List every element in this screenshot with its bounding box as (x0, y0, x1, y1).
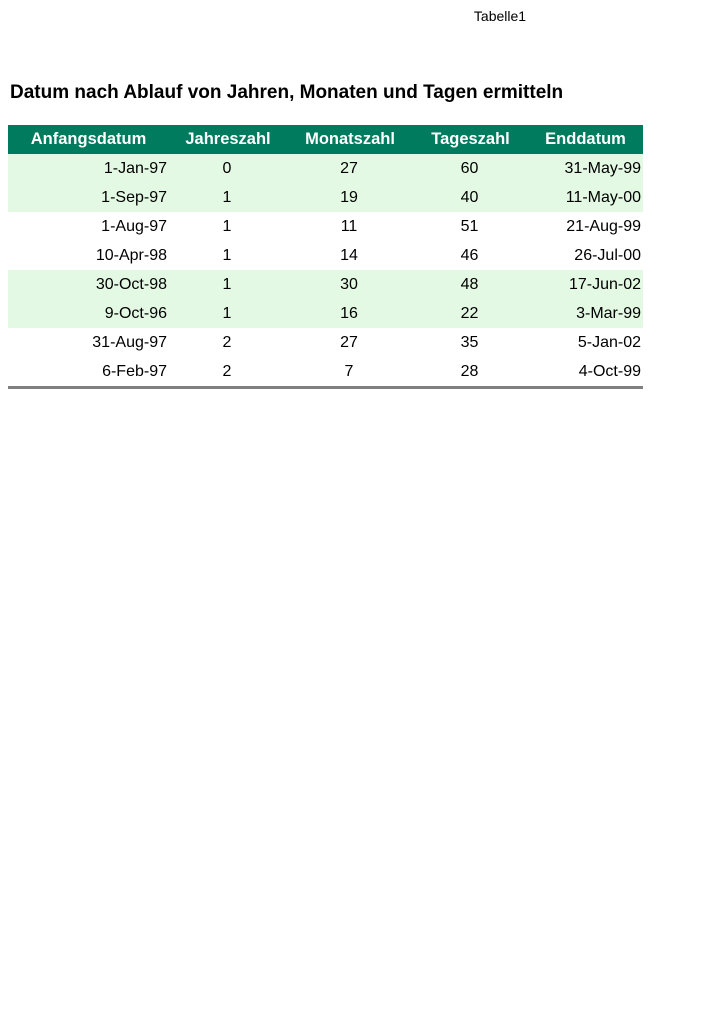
column-header-start-date: Anfangsdatum (8, 125, 169, 154)
months-cell: 30 (287, 270, 413, 299)
days-cell: 35 (460, 333, 479, 351)
sheet-name-header: Tabelle1 (473, 8, 527, 24)
years-cell: 1 (169, 183, 287, 212)
table-row (8, 270, 643, 299)
end-date-cell: 31-May-99 (528, 154, 643, 183)
years-cell: 1 (169, 270, 287, 299)
start-date-cell: 1-Jan-97 (8, 154, 169, 183)
start-date-cell: 10-Apr-98 (95, 246, 167, 264)
months-cell: 27 (340, 333, 358, 351)
start-date-cell: 1-Sep-97 (8, 183, 169, 212)
start-date-cell: 30-Oct-98 (8, 270, 169, 299)
months-cell: 19 (287, 183, 413, 212)
table-row (8, 183, 643, 212)
years-cell: 1 (222, 246, 232, 264)
end-date-cell: 3-Mar-99 (528, 299, 643, 328)
table-row (8, 241, 643, 270)
table-header-row (8, 125, 643, 154)
months-cell: 16 (287, 299, 413, 328)
years-cell: 0 (169, 154, 287, 183)
start-date-cell: 9-Oct-96 (8, 299, 169, 328)
days-cell: 60 (413, 154, 528, 183)
start-date-cell: 1-Aug-97 (101, 217, 167, 235)
table-row (8, 328, 643, 357)
column-header-days: Tageszahl (413, 125, 528, 154)
start-date-cell: 6-Feb-97 (102, 362, 167, 380)
months-cell: 7 (344, 362, 354, 380)
table-row (8, 212, 643, 241)
months-cell: 27 (287, 154, 413, 183)
column-header-years: Jahreszahl (169, 125, 287, 154)
days-cell: 28 (460, 362, 479, 380)
table-row (8, 154, 643, 183)
months-cell: 11 (340, 217, 358, 235)
end-date-cell: 4-Oct-99 (578, 362, 641, 380)
months-cell: 14 (340, 246, 358, 264)
end-date-cell: 11-May-00 (528, 183, 643, 212)
days-cell: 48 (413, 270, 528, 299)
date-calculation-table (8, 125, 643, 389)
table-row (8, 357, 643, 388)
column-header-months: Monatszahl (287, 125, 413, 154)
table-row (8, 299, 643, 328)
column-header-end-date: Enddatum (528, 125, 643, 154)
days-cell: 40 (413, 183, 528, 212)
years-cell: 2 (222, 333, 232, 351)
years-cell: 1 (222, 217, 232, 235)
years-cell: 1 (169, 299, 287, 328)
end-date-cell: 21-Aug-99 (566, 217, 641, 235)
days-cell: 51 (460, 217, 479, 235)
years-cell: 2 (222, 362, 232, 380)
end-date-cell: 17-Jun-02 (528, 270, 643, 299)
end-date-cell: 5-Jan-02 (577, 333, 641, 351)
page-title: Datum nach Ablauf von Jahren, Monaten und Tagen ermitteln (10, 82, 564, 103)
days-cell: 22 (413, 299, 528, 328)
end-date-cell: 26-Jul-00 (574, 246, 641, 264)
days-cell: 46 (460, 246, 479, 264)
start-date-cell: 31-Aug-97 (92, 333, 167, 351)
